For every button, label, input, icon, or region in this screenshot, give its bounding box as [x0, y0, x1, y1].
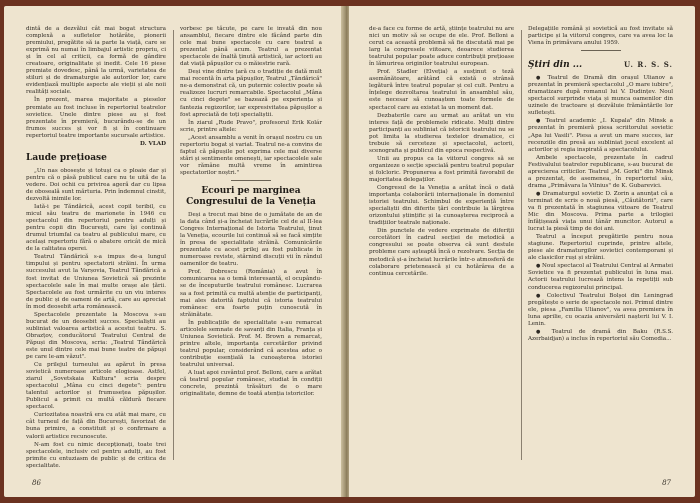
- paragraph: „Acest ansamblu a venit în orașul nostru cu un repertoriu bogat și variat. Teatrul ne-a convins de faptul că păpușile pot exprima cele mai diverse stări și sentimente omenești, iar spectacolele sale vor rămâne multă vreme în amintirea spectatorilor noștri.": [180, 134, 322, 176]
- news-item: Teatrul a început pregătirile pentru noua stagiune. Repertoriul cuprinde, printre altele, piese ale dramaturgilor sovietici contemporani și ale clasicilor ruși și străini.: [528, 234, 673, 262]
- paragraph: În publicațiile de specialitate s-au remarcat articolele semnate de savanți din Italia, Franța și Uniunea Sovietică. Prof. M. Brown a remarcat, printre altele, importanța cercetărilor privind teatrul popular, considerând că acestea aduc o contribuție esențială la cunoașterea istoriei teatrului universal.: [180, 319, 322, 368]
- paragraph: În ziarul „Rude Pravo", profesorul Erik Kolár scrie, printre altele:: [180, 119, 322, 133]
- news-item: ● Colectivul Teatrului Bolșoi din Leningrad pregătește o serie de spectacole noi. Primul dintre ele, piesa „Familia Ulianov", va avea premiera în luna aprilie, cu ocazia aniversării nașterii lui V. I. Lenin.: [528, 293, 673, 328]
- paragraph: Prof. Dobrescu (România) a avut în comunicarea sa o temă interesantă, el ocupându-se de începuturile teatrului românesc. Lucrarea sa a fost primită cu multă atenție de participanți, mai ales datorită faptului că istoria teatrului românesc era foarte puțin cunoscută în străinătate.: [180, 269, 322, 318]
- paragraph: vorbesc pe tăcute, pe care le invată din nou ansamblul, fiecare dintre ele făcând parte din cele mai bune spectacole cu care teatrul a prezentat până acum. Teatrul a prezentat spectacole de înaltă ținută artistică, iar actorii au dat viață păpușilor cu o măiestrie rară.: [180, 26, 322, 68]
- paragraph: dintă de a dezvălui cât mai bogat structura complexă a sufletelor hotărâte, pionerii premiului, pregătite să ia parte la viață, care se exprimă nu numai în limbajul artistic propriu, ci și în cel al criticii, ca formă de gândire creatoare, originalitate și inedit. Cele 16 piese premiate dovedesc, până la urmă, varietatea de stiluri și de dramaturgie ale autorilor lor, care evidențiază multiple aspecte ale vieții și ale noii realități sociale.: [26, 26, 166, 96]
- paragraph: Deși a trecut mai bine de o jumătate de an de la data când și-a încheiat lucrările cel de al II-lea Congres Internațional de Istoria Teatrului, ținut la Veneția, ecourile lui continuă să se facă simțite în presa de specialitate străină. Comunicările prezentate cu acest prilej au fost publicate în numeroase reviste, stârnind discuții vii în rândul oamenilor de teatru.: [180, 211, 322, 268]
- paragraph: Teatrul Tăndărică s-a impus de-a lungul timpului și pentru spectatorii străini. În urma succesului avut la Varșovia, Teatrul Tăndărică a fost invitat de Uniunea Sovietică să prezinte spectacolele sale în mai multe orașe ale țării. Spectacolele au fost urmărite cu un viu interes de public și de oameni de artă, care au apreciat în mod deosebit arta românească.: [26, 254, 166, 310]
- news-item: ● Teatrul academic „I. Kupala" din Minsk a prezentat în premieră piesa scriitorului sovietic „Apa lui Vasili". Piesa a avut un mare succes, iar recenziile din presă au subliniat jocul excelent al actorilor și regia inspirată a spectacolului.: [528, 118, 673, 153]
- news-item: ● Teatrul de dramă din Baku (R.S.S. Azerbaidjan) a inclus în repertoriul său Comedia...: [528, 329, 673, 343]
- paragraph: Delegațiile română și sovietică au fost invitate să participe și la viitorul congres, care va avea loc la Viena în primăvara anului 1959.: [528, 26, 673, 47]
- page-number: 86: [32, 479, 41, 487]
- news-item: ● Dramaturgul sovietic D. Zorin a anunțat că a terminat de scris o nouă piesă, „Căutătorii", care va fi prezentată în stagiunea viitoare de Teatrul Mic din Moscova. Prima parte a trilogiei înfățișează viața unui tânăr muncitor. Autorul a lucrat la piesă timp de doi ani.: [528, 191, 673, 233]
- paragraph: Prof. Stadler (Elveția) a susținut o teză asemănătoare, arătând că există o strânsă legătură între teatrul popular și cel cult. Pentru a înțelege dezvoltarea teatrului în ansamblul său, este necesar să cunoaștem toate formele de spectacol care au existat la un moment dat.: [369, 69, 514, 111]
- paragraph: Congresul de la Veneția a arătat încă o dată importanța colaborării internaționale în domeniul istoriei teatrului. Schimbul de experiență între specialiștii din diferite țări contribuie la lărgirea orizontului științific și la cunoașterea reciprocă a tradițiilor teatrale naționale.: [369, 185, 514, 227]
- paragraph: Cu prilejul turneului au apărut în presa sovietică numeroase articole elogioase. Astfel, ziarul „Sovetskaia Kultura" scria despre spectacolul „Mâna cu cinci degete": pentru talentul actorilor și frumusețea păpușilor. Publicul a primit cu multă căldură fiecare spectacol.: [26, 362, 166, 411]
- paragraph: Spectacolele prezentate la Moscova s-au bucurat de un deosebit succes. Specialiștii au subliniat valoarea artistică a acestui teatru. S. Obrazțov, conducătorul Teatrului Central de Păpuși din Moscova, scria: „Teatrul Tăndărică este unul dintre cele mai bune teatre de păpuși pe care le-am văzut".: [26, 311, 166, 361]
- column-rule: [521, 30, 522, 460]
- paragraph: N-am fost cu nimic decepționați, toate trei spectacolele, inclusiv cel pentru adulți, au fost primite cu entuziasm de public și de critica de specialitate.: [26, 441, 166, 469]
- left-page: [4, 6, 343, 497]
- page-number: 87: [662, 479, 671, 487]
- right-page-column-1: [369, 26, 514, 279]
- section-title: Știri din ...: [528, 60, 583, 71]
- paragraph: Iată-i pe Tăndărică, acest copil teribil, cu micul său teatru de marionete în 1946 cu spectacolul din repertoriul pentru adulți și pentru copii din București, care își continuă drumul triumfal ca teatru al publicului mare, cu același repertoriu fără o abatere oricât de mică de la calitatea operei.: [26, 204, 166, 253]
- news-item: ● Noul spectacol al Teatrului Central al Armatei Sovietice va fi prezentat publicului în luna mai. Actorii teatrului lucrează intens la repetiții sub conducerea regizorului principal.: [528, 263, 673, 291]
- paragraph: de-a face cu forme de artă, științe teatrului nu are nici un motiv să se ocupe de ele. Prof. Belloni a cerut ca această problemă să fie discutată mai pe larg la congresele viitoare, deoarece studierea teatrului popular poate aduce contribuții prețioase în lămurirea originilor teatrului european.: [369, 26, 514, 68]
- column-rule: [173, 30, 174, 460]
- paragraph: În prezent, marea majoritate a pieselor premiate au fost incluse în repertoriul teatrelor sovietice. Unele dintre piese au și fost prezentate în premieră, bucurându-se de un frumos succes și vor fi și în continuare repertoriul teatre importante sucursale artistice.: [26, 97, 166, 139]
- paragraph: Din punctele de vedere exprimate de diferiții cercetători în cadrul secției de metodică a congresului se poate observa că sunt destule probleme care așteaptă încă o rezolvare. Secția de metodică și-a încheiat lucrările într-o atmosferă de colaborare prietenească și cu hotărârea de a continua cercetările.: [369, 228, 514, 277]
- separator-rule: [231, 180, 271, 181]
- paragraph: Deși vine dintre țară cu o tradiție de dată mult mai recentă în arta păpușilor, Teatrul „Tăndărică" ne-a demonstrat că, un puternic colectiv poate să realizeze lucruri remarcabile. Spectacolul „Mâna cu cinci degete" se bazează pe experiența și fantezia regizorilor, iar expresivitatea păpușilor a fost apreciată de toți specialiștii.: [180, 69, 322, 118]
- left-page-column-1: [26, 26, 166, 471]
- left-page-column-2: [180, 26, 322, 399]
- paragraph: Curiozitatea noastră era cu atât mai mare, cu cât turneul de față din București, favorizat de buna primire, a constituit și o confirmare a valorii artistice recunoscute.: [26, 412, 166, 440]
- news-header: [528, 55, 673, 75]
- news-item: Ambele spectacole, prezentate în cadrul Festivalului teatrelor republicane, s-au bucurat de aprecierea criticilor. Teatrul „M. Gorki" din Minsk a prezentat, de asemenea, în repertoriul său, drama „Primăvara la Vilnius" de K. Gubarevici.: [528, 154, 673, 189]
- paragraph: A luat apoi cuvântul prof. Belloni, care a arătat că teatrul popular românesc, studiat în condiții concrete, prezintă trăsături de o mare originalitate, demne de toată atenția istoricilor.: [180, 370, 322, 398]
- paragraph: Dezbaterile care au urmat au arătat un viu interes față de problemele ridicate. Mulți dintre participanți au subliniat că istoricii teatrului nu se pot limita la studierea textelor dramatice, ci trebuie să cerceteze și spectacolul, actorii, scenografia și publicul din epoca respectivă.: [369, 112, 514, 154]
- section-title: Laude prețioase: [26, 152, 107, 163]
- paragraph: Unii au propus ca la viitorul congres să se organizeze o secție specială pentru teatrul popular și folcloric. Propunerea a fost primită favorabil de majoritatea delegaților.: [369, 155, 514, 183]
- article-signature: D. VLAD: [139, 140, 166, 147]
- separator-rule: [581, 50, 621, 51]
- right-page-column-2: [528, 26, 673, 344]
- section-title: Ecouri pe marginea Congresului de la Veneția: [186, 185, 316, 207]
- right-page: [349, 6, 695, 497]
- section-region: U. R. S. S.: [624, 60, 673, 70]
- paragraph: „Un nas obosește și totuși ca o ploaie dar și pentru că o păsă publicul care nu te uită de la vedere. Doi ochii cu privirea ageră dar cu lipsa de oboseală sunt mărturia. Prin îndemnul cinstit, dezvoltă inimile lor.: [26, 167, 166, 202]
- news-item: ● Teatrul de Dramă din orașul Ulianov a prezentat în premieră spectacolul „O mare iubire", dramatizare după romanul lui V. Dudințev. Noul spectacol surprinde viața și munca oamenilor din uzinele de tractoare și dezvăluie frământările lor sufletești.: [528, 75, 673, 117]
